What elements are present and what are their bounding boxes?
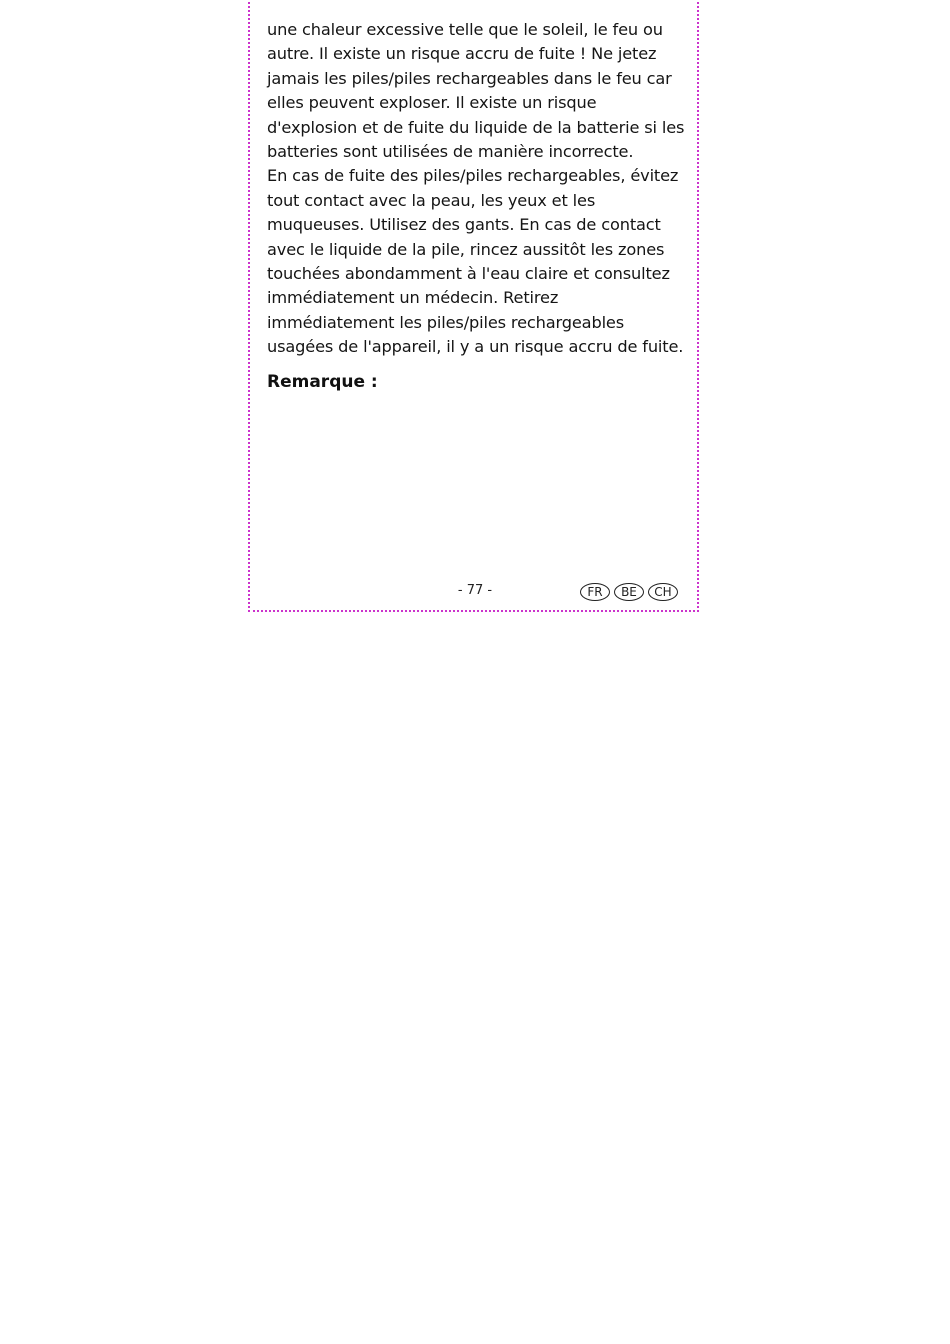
country-badges xyxy=(580,583,678,601)
country-badge-fr: FR xyxy=(580,583,610,601)
note-heading: Remarque : xyxy=(267,371,378,392)
country-badge-ch: CH xyxy=(648,583,678,601)
page-number: - 77 - xyxy=(457,583,493,598)
paragraph-battery-warning: une chaleur excessive telle que le soleil, le feu ou autre. Il existe un risque accru de fuite ! Ne jetez jamais les piles/piles rechargeables dans le feu car elles peuvent exploser. Il existe un risque d'explosion et de fuite du liquide de la batterie si les batteries sont utilisées de manière incorrecte. xyxy=(267,20,685,162)
country-badge-be: BE xyxy=(614,583,644,601)
paragraph-leak-instructions: En cas de fuite des piles/piles rechargeables, évitez tout contact avec la peau, les yeux et les muqueuses. Utilisez des gants. En cas de contact avec le liquide de la pile, rincez aussitôt les zones touchées abondamment à l'eau claire et consultez immédiatement un médecin. Retirez immédiatement les piles/piles rechargeables usagées de l'appareil, il y a un risque accru de fuite. xyxy=(267,166,684,357)
document-content xyxy=(267,18,687,394)
